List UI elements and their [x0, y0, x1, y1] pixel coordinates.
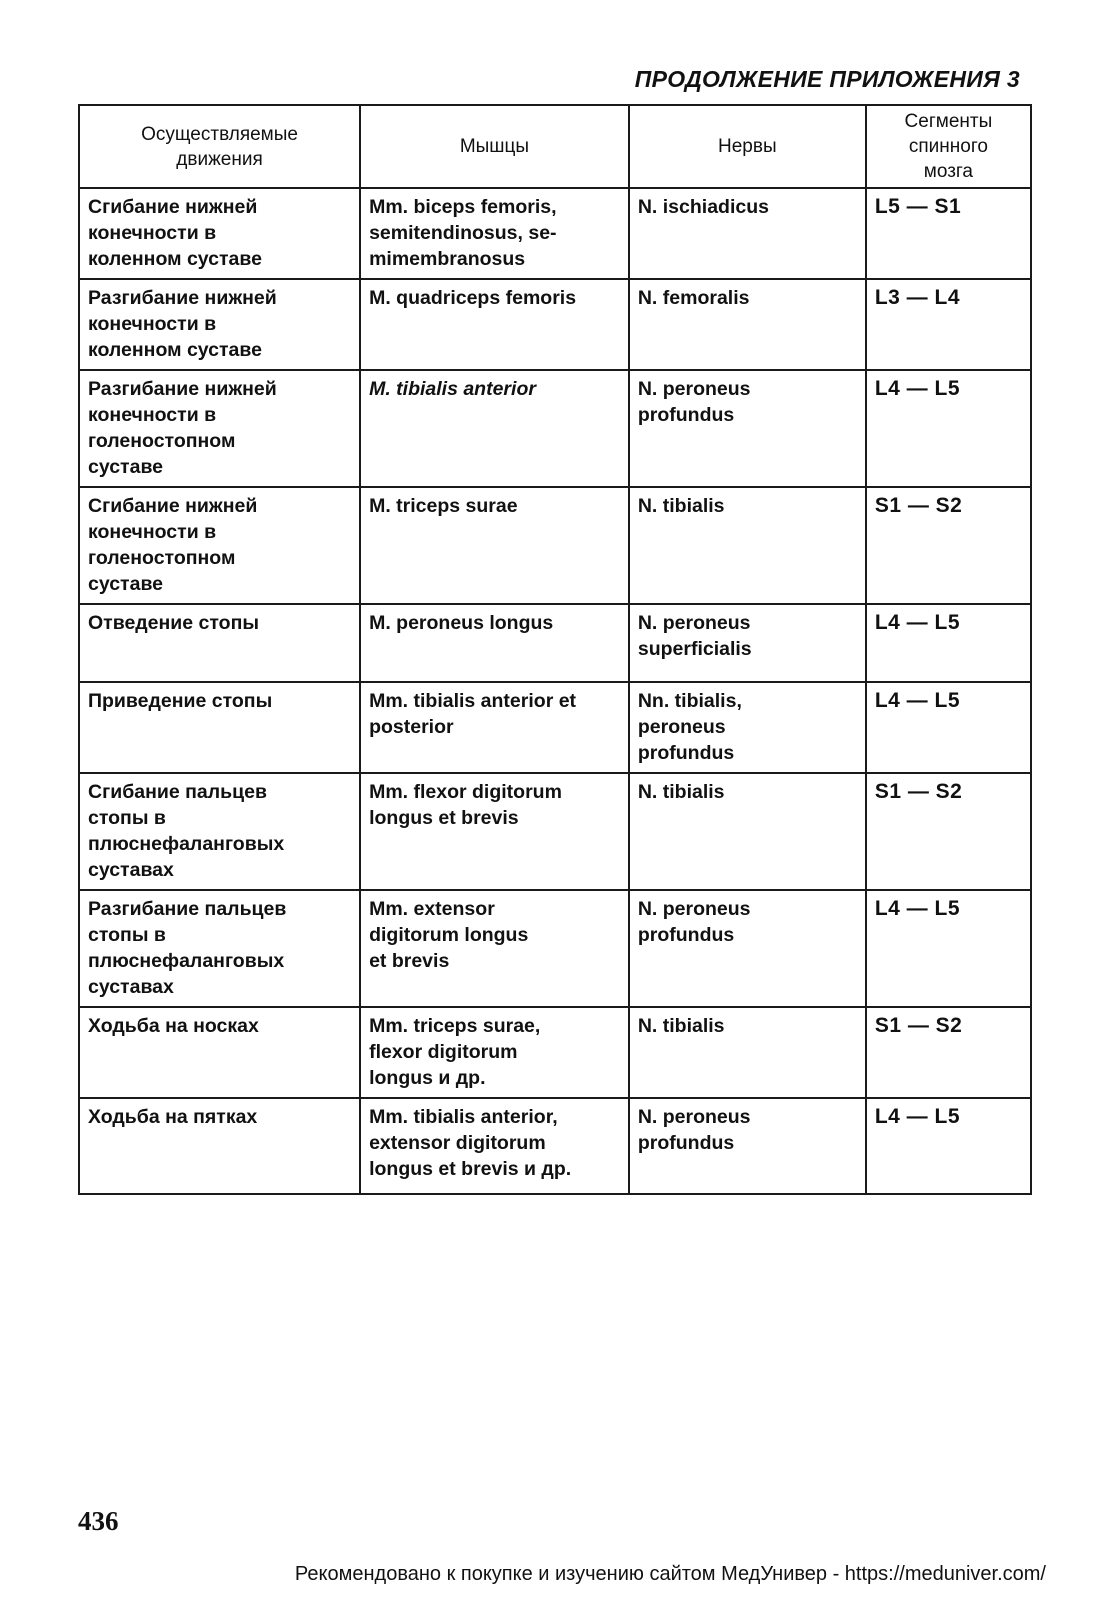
table-row [79, 370, 1031, 487]
table-row [79, 279, 1031, 370]
nerves-cell: Nn. tibialis, peroneus profundus [629, 682, 866, 773]
segments-cell: L5 — S1 [866, 188, 1031, 279]
segments-cell: S1 — S2 [866, 487, 1031, 604]
nerves-cell: N. peroneus profundus [629, 370, 866, 487]
table-row [79, 773, 1031, 890]
muscles-cell: Mm. triceps surae, flexor digitorum longus и др. [360, 1007, 629, 1098]
muscles-cell: Mm. flexor digitorum longus et brevis [360, 773, 629, 890]
movement-cell: Приведение стопы [79, 682, 360, 773]
table-row [79, 890, 1031, 1007]
header-segments: Сегменты спинного мозга [866, 105, 1031, 188]
table-row [79, 1007, 1031, 1098]
muscles-cell: Mm. tibialis anterior et posterior [360, 682, 629, 773]
muscles-cell: M. quadriceps femoris [360, 279, 629, 370]
muscles-cell: M. triceps surae [360, 487, 629, 604]
table-row [79, 188, 1031, 279]
nerves-cell: N. femoralis [629, 279, 866, 370]
movement-cell: Отведение стопы [79, 604, 360, 682]
header-muscles: Мышцы [360, 105, 629, 188]
movement-cell: Разгибание нижней конечности в голеностопном суставе [79, 370, 360, 487]
table-row [79, 682, 1031, 773]
movement-cell: Ходьба на носках [79, 1007, 360, 1098]
header-movements: Осуществляемые движения [79, 105, 360, 188]
segments-cell: L3 — L4 [866, 279, 1031, 370]
movement-cell: Разгибание нижней конечности в коленном суставе [79, 279, 360, 370]
segments-cell: L4 — L5 [866, 604, 1031, 682]
segments-cell: L4 — L5 [866, 682, 1031, 773]
segments-cell: L4 — L5 [866, 370, 1031, 487]
muscles-cell: Mm. biceps femoris, semitendinosus, se- mimembranosus [360, 188, 629, 279]
nerves-cell: N. tibialis [629, 487, 866, 604]
table-body [79, 188, 1031, 1194]
segments-cell: L4 — L5 [866, 890, 1031, 1007]
movement-cell: Сгибание нижней конечности в коленном суставе [79, 188, 360, 279]
movement-cell: Сгибание нижней конечности в голеностопном суставе [79, 487, 360, 604]
page-number: 436 [78, 1506, 119, 1536]
table-row [79, 604, 1031, 682]
nerves-cell: N. tibialis [629, 773, 866, 890]
table-row [79, 1098, 1031, 1194]
movement-cell: Ходьба на пятках [79, 1098, 360, 1194]
nerves-cell: N. tibialis [629, 1007, 866, 1098]
table-row [79, 487, 1031, 604]
movement-cell: Сгибание пальцев стопы в плюснефаланговых суставах [79, 773, 360, 890]
table-header [79, 105, 1031, 188]
muscles-cell: Mm. tibialis anterior, extensor digitorum longus et brevis и др. [360, 1098, 629, 1194]
nerves-cell: N. peroneus profundus [629, 890, 866, 1007]
muscles-cell: M. peroneus longus [360, 604, 629, 682]
segments-cell: S1 — S2 [866, 1007, 1031, 1098]
header-nerves: Нервы [629, 105, 866, 188]
muscles-cell: Mm. extensor digitorum longus et brevis [360, 890, 629, 1007]
segments-cell: S1 — S2 [866, 773, 1031, 890]
movement-cell: Разгибание пальцев стопы в плюснефаланговых суставах [79, 890, 360, 1007]
muscles-cell: M. tibialis anterior [360, 370, 629, 487]
segments-cell: L4 — L5 [866, 1098, 1031, 1194]
header-row [79, 105, 1031, 188]
nerves-cell: N. peroneus superficialis [629, 604, 866, 682]
running-head: ПРОДОЛЖЕНИЕ ПРИЛОЖЕНИЯ 3 [634, 66, 1020, 92]
appendix-table [78, 104, 1032, 1195]
nerves-cell: N. ischiadicus [629, 188, 866, 279]
footer-note: Рекомендовано к покупке и изучению сайтом МедУнивер - https://meduniver.com/ [294, 1563, 1046, 1585]
nerves-cell: N. peroneus profundus [629, 1098, 866, 1194]
